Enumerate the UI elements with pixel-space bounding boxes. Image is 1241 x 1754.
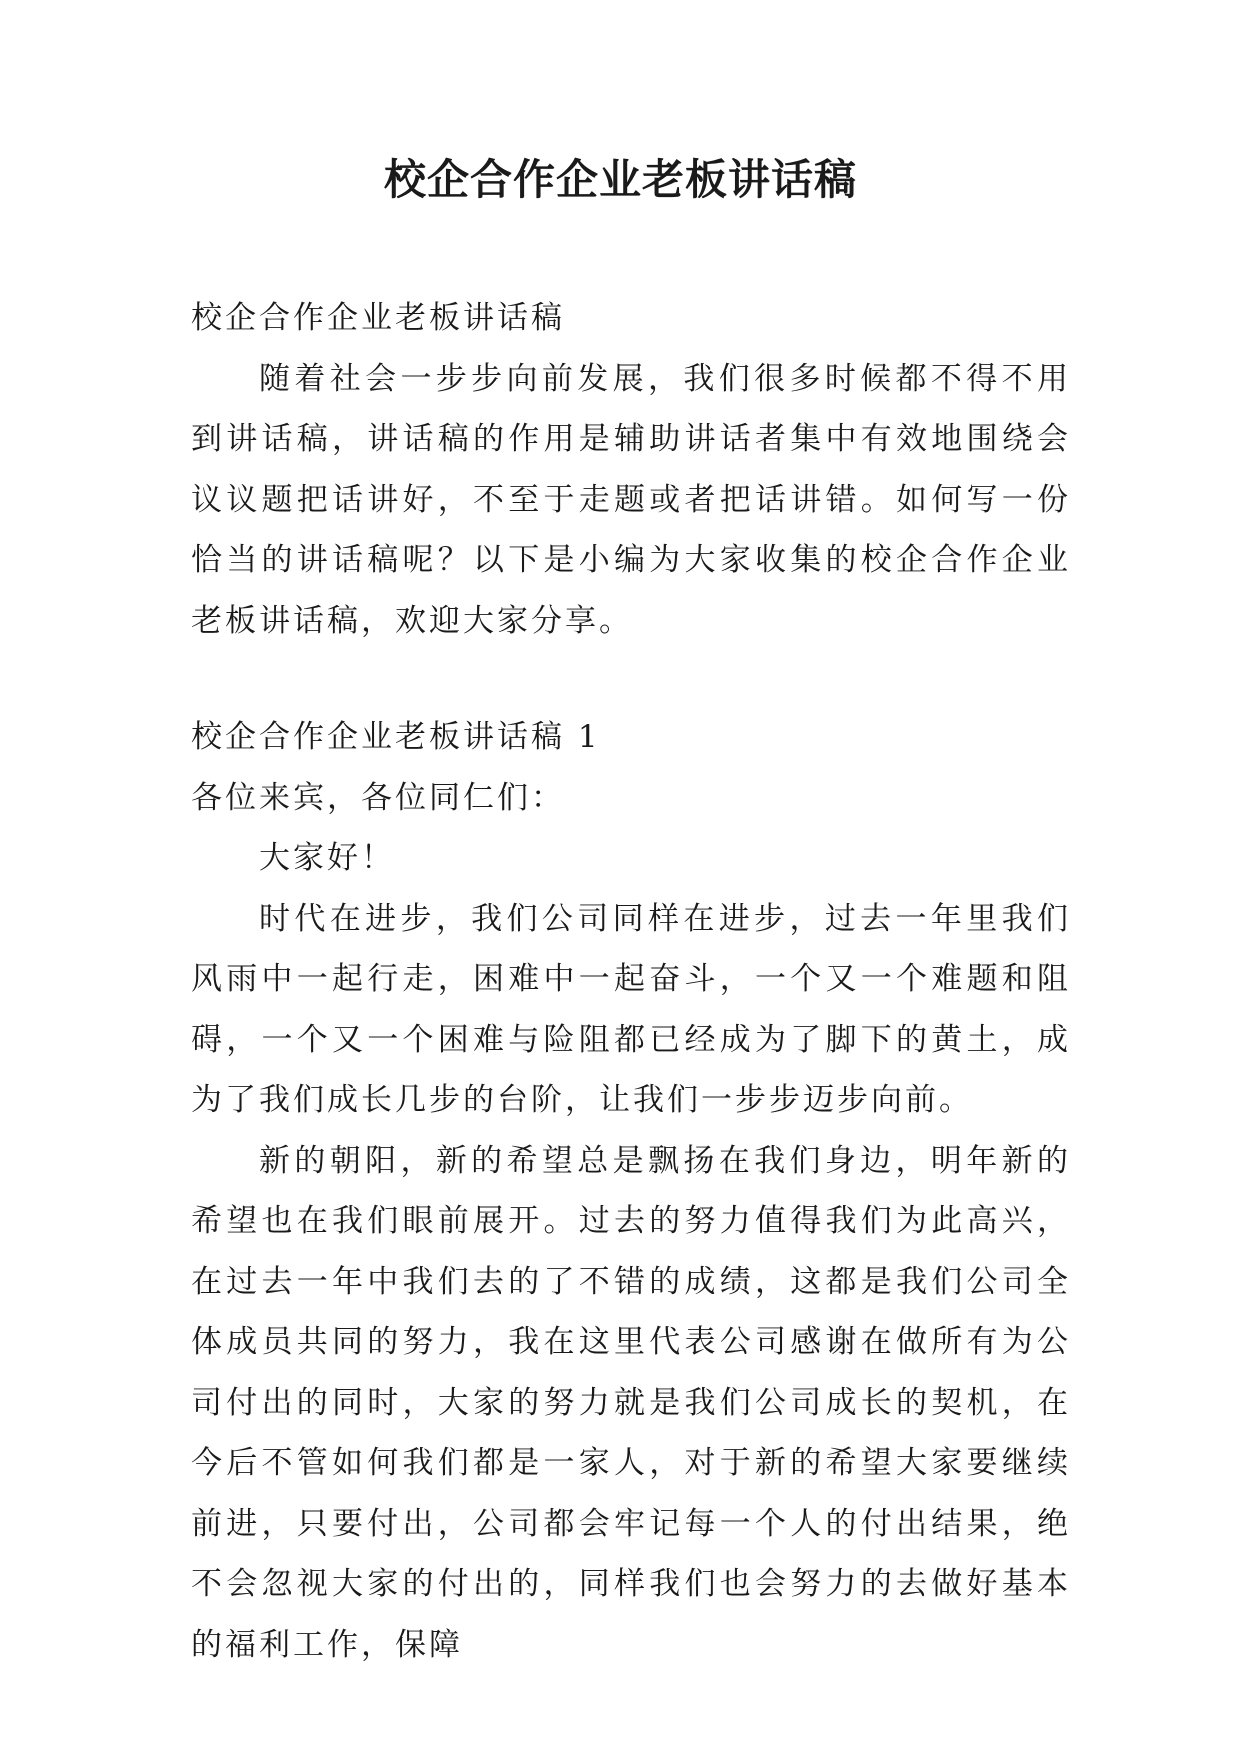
body-paragraph: 新的朝阳，新的希望总是飘扬在我们身边，明年新的希望也在我们眼前展开。过去的努力值得我们为此高兴，在过去一年中我们去的了不错的成绩，这都是我们公司全体成员共同的努力，我在这里代表公司感谢在做所有为公司付出的同时，大家的努力就是我们公司成长的契机，在今后不管如何我们都是一家人，对于新的希望大家要继续前进，只要付出，公司都会牢记每一个人的付出结果，绝不会忽视大家的付出的，同样我们也会努力的去做好基本的福利工作，保障 bbox=[191, 1142, 1071, 1663]
section-heading: 校企合作企业老板讲话稿 bbox=[191, 300, 565, 336]
document-body bbox=[191, 288, 1071, 1675]
body-paragraph: 时代在进步，我们公司同样在进步，过去一年里我们风雨中一起行走，困难中一起奋斗，一个又一个难题和阻碍，一个又一个困难与险阻都已经成为了脚下的黄土，成为了我们成长几步的台阶，让我们一步步迈步向前。 bbox=[191, 900, 1071, 1118]
greeting: 大家好！ bbox=[259, 840, 395, 876]
speech-heading: 校企合作企业老板讲话稿 1 bbox=[191, 719, 601, 755]
salutation: 各位来宾，各位同仁们： bbox=[191, 779, 565, 816]
document-title: 校企合作企业老板讲话稿 bbox=[383, 155, 857, 204]
intro-paragraph: 随着社会一步步向前发展，我们很多时候都不得不用到讲话稿，讲话稿的作用是辅助讲话者集中有效地围绕会议议题把话讲好，不至于走题或者把话讲错。如何写一份恰当的讲话稿呢？以下是小编为大家收集的校企合作企业老板讲话稿，欢迎大家分享。 bbox=[191, 360, 1071, 639]
